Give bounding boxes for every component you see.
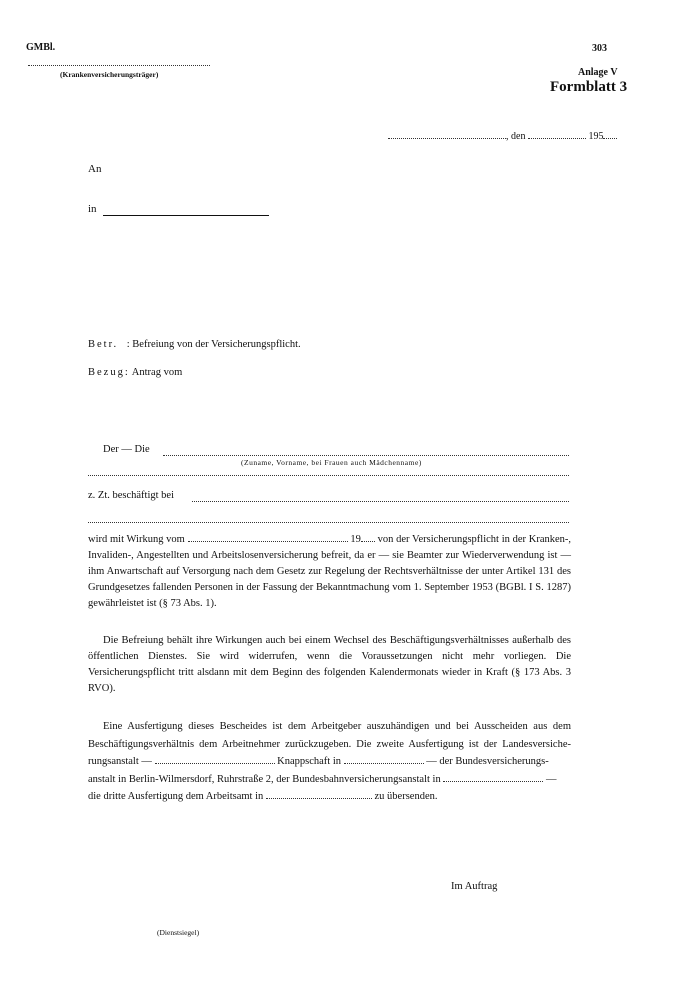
date-field[interactable] [528, 129, 586, 139]
para3-line5a: die dritte Ausfertigung dem Arbeitsamt in [88, 791, 264, 802]
place-field[interactable] [388, 129, 506, 139]
para3-line3c: — der Bundesversicherungs- [426, 756, 549, 767]
knappschaft-field[interactable] [155, 754, 275, 764]
para2-text: Die Befreiung behält ihre Wirkungen auch bei einem Wechsel des Beschäftigungsverhältnisses außerhalb des öffentlichen Dienstes. Sie wird widerrufen, wenn die Voraussetzungen nicht mehr vorliegen. Die Versicherungspflicht tritt alsdann mit dem Beginn des folgenden Kalendermonats wieder in Kraft (§ 173 Abs. 3 RVO). [88, 635, 571, 694]
sender-line [28, 65, 210, 66]
gazette-abbrev: GMBl. [26, 42, 56, 53]
person-caption: (Zuname, Vorname, bei Frauen auch Mädchenname) [241, 458, 422, 467]
employer-field[interactable] [192, 501, 569, 502]
person-name-field[interactable] [163, 455, 569, 456]
employed-label: z. Zt. beschäftigt bei [88, 490, 175, 501]
para1-rest: von der Versicherungspflicht in der Kranken-, Invaliden-, Angestellten und Arbeitslosenversicherung befreit, da er — sie Beamter zur Wiederverwendung ist — ihm Anwartschaft auf Versorgung nach dem Gesetz zur Regelung der Rechtsverhältnisse der unter Artikel 131 des Grundgesetzes fallenden Personen in der Fassung der Bekanntmachung vom 1. September 1953 (BGBl. I S. 1287) gewährleistet ist (§ 73 Abs. 1). [88, 534, 572, 609]
knappschaft-place-field[interactable] [344, 754, 424, 764]
in-label: in [88, 203, 97, 215]
betr-text: : Befreiung von der Versicherungspflicht. [126, 339, 301, 350]
para3-line3a: rungsanstalt — [88, 756, 152, 767]
employer-field-2[interactable] [88, 522, 569, 523]
para1-start: wird mit Wirkung vom [88, 534, 185, 545]
address-line[interactable] [103, 215, 269, 216]
para3-line5 [88, 788, 571, 806]
bundesbahn-place-field[interactable] [443, 772, 543, 782]
betr-label: Betr. [88, 339, 119, 350]
formblatt-title: Formblatt 3 [550, 79, 628, 95]
year-prefix: 195 [588, 131, 604, 142]
bezug-text: Antrag vom [131, 367, 183, 378]
im-auftrag: Im Auftrag [451, 881, 498, 892]
effective-date-field[interactable] [188, 532, 348, 542]
an-label: An [88, 163, 102, 175]
effective-year-field[interactable] [361, 532, 375, 542]
person-name-field-2[interactable] [88, 475, 569, 476]
seal-caption: (Dienstsiegel) [157, 928, 200, 937]
paragraph-exemption [88, 532, 571, 612]
person-label: Der — Die [103, 444, 150, 455]
sender-caption: (Krankenversicherungsträger) [60, 70, 159, 79]
para3-line2: Beschäftigungsverhältnis dem Arbeitnehmer zurückzugeben. Die zweite Ausfertigung ist der Landesversiche- [88, 738, 571, 750]
para1-year: 19 [350, 534, 361, 545]
para3-line4a: anstalt in Berlin-Wilmersdorf, Ruhrstraße 2, der Bundesbahnversicherungsanstalt in [88, 773, 441, 785]
para3-line1: Eine Ausfertigung dieses Bescheides ist dem Arbeitgeber auszuhändigen und bei Ausscheiden aus dem [103, 721, 571, 732]
year-field[interactable] [603, 129, 617, 139]
para3-line5b: zu übersenden. [374, 791, 438, 802]
anlage-label: Anlage V [578, 67, 618, 78]
bezug-row [88, 367, 182, 378]
betr-row [88, 339, 301, 350]
paragraph-distribution [88, 718, 571, 806]
arbeitsamt-place-field[interactable] [266, 789, 372, 799]
bezug-label: Bezug: [88, 367, 130, 378]
page-number: 303 [592, 43, 607, 54]
para3-line4b: — [545, 773, 557, 785]
para3-line4 [88, 771, 571, 789]
para3-line3b: Knappschaft in [277, 756, 341, 767]
den-label: , den [506, 131, 526, 142]
para3-line3 [88, 753, 571, 771]
paragraph-validity [88, 633, 571, 697]
dateline [388, 129, 617, 142]
